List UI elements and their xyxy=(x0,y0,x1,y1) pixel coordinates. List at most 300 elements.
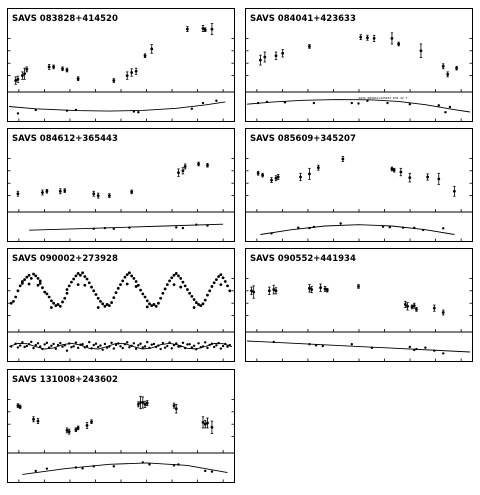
residual-point xyxy=(182,227,184,229)
data-point xyxy=(357,285,360,288)
data-point xyxy=(175,272,178,275)
residual-point xyxy=(35,109,37,111)
data-point xyxy=(184,284,187,287)
data-point xyxy=(97,194,100,197)
data-point xyxy=(137,403,140,406)
residual-point xyxy=(137,344,139,346)
data-point xyxy=(359,36,362,39)
data-point xyxy=(135,280,138,283)
residual-point xyxy=(204,470,206,472)
data-point xyxy=(252,291,255,294)
residual-point xyxy=(351,343,353,345)
data-point xyxy=(39,282,42,285)
data-point xyxy=(259,59,262,62)
data-point xyxy=(92,192,95,195)
data-point xyxy=(61,67,64,70)
residual-point xyxy=(204,341,206,343)
residual-point xyxy=(153,343,155,345)
data-point xyxy=(126,273,129,276)
data-point xyxy=(404,303,407,306)
residual-point xyxy=(30,341,32,343)
data-point xyxy=(77,77,80,80)
data-point xyxy=(66,288,69,291)
data-point xyxy=(144,296,147,299)
data-point xyxy=(211,285,214,288)
data-point xyxy=(455,67,458,70)
data-point xyxy=(121,279,124,282)
residual-point xyxy=(122,347,124,349)
residual-point xyxy=(126,341,128,343)
data-point xyxy=(32,418,35,421)
data-point xyxy=(23,72,26,75)
data-point xyxy=(397,43,400,46)
residual-point xyxy=(128,226,130,228)
residual-point xyxy=(322,345,324,347)
data-point xyxy=(182,281,185,284)
residual-point xyxy=(37,342,39,344)
data-point xyxy=(130,190,133,193)
data-point xyxy=(79,274,82,277)
data-point xyxy=(43,291,46,294)
residual-point xyxy=(191,108,193,110)
data-point xyxy=(263,56,266,59)
light-curve-panel xyxy=(246,249,473,362)
data-point xyxy=(166,283,169,286)
data-point xyxy=(128,271,131,274)
residual-point xyxy=(193,345,195,347)
residual-point xyxy=(195,348,197,350)
data-point xyxy=(308,173,311,176)
data-point xyxy=(453,190,456,193)
residual-point xyxy=(26,345,28,347)
data-point xyxy=(268,289,271,292)
data-point xyxy=(59,305,62,308)
data-point xyxy=(130,275,133,278)
residual-point xyxy=(104,343,106,345)
data-point xyxy=(186,288,189,291)
residual-point xyxy=(50,345,52,347)
residual-point xyxy=(10,345,12,347)
residual-point xyxy=(213,346,215,348)
data-point xyxy=(59,190,62,193)
residual-point xyxy=(110,342,112,344)
data-point xyxy=(199,304,202,307)
residual-point xyxy=(422,229,424,231)
data-point xyxy=(319,286,322,289)
residual-point xyxy=(164,346,166,348)
residual-point xyxy=(115,344,117,346)
data-point xyxy=(215,278,218,281)
data-point xyxy=(150,48,153,51)
data-point xyxy=(97,297,100,300)
data-point xyxy=(81,271,84,274)
residual-point xyxy=(93,228,95,230)
data-point xyxy=(39,279,42,282)
residual-point xyxy=(130,345,132,347)
residual-point xyxy=(202,102,204,104)
data-point xyxy=(19,405,22,408)
residual-point xyxy=(135,348,137,350)
data-point xyxy=(219,283,222,286)
data-point xyxy=(420,49,423,52)
data-point xyxy=(299,176,302,179)
residual-point xyxy=(41,348,43,350)
data-point xyxy=(52,302,55,305)
data-point xyxy=(281,52,284,55)
residual-point xyxy=(117,342,119,344)
data-point xyxy=(108,304,111,307)
data-point xyxy=(19,284,22,287)
residual-point xyxy=(35,344,37,346)
residual-point xyxy=(35,470,37,472)
residual-point xyxy=(444,111,446,113)
residual-point xyxy=(402,226,404,228)
residual-point xyxy=(438,104,440,106)
data-point xyxy=(426,176,429,179)
data-point xyxy=(141,293,144,296)
data-point xyxy=(195,301,198,304)
residual-point xyxy=(70,346,72,348)
data-point xyxy=(108,194,111,197)
residual-point xyxy=(148,463,150,465)
data-point xyxy=(341,158,344,161)
data-point xyxy=(34,275,37,278)
data-point xyxy=(161,292,164,295)
residual-point xyxy=(217,342,219,344)
residual-point xyxy=(371,347,373,349)
residual-point xyxy=(64,344,66,346)
residual-point xyxy=(95,343,97,345)
residual-point xyxy=(142,461,144,463)
residual-point xyxy=(382,226,384,228)
data-point xyxy=(77,283,80,286)
residual-point xyxy=(28,343,30,345)
residual-point xyxy=(157,344,159,346)
residual-point xyxy=(61,346,63,348)
residual-point xyxy=(166,345,168,347)
data-point xyxy=(177,275,180,278)
residual-point xyxy=(90,347,92,349)
data-point xyxy=(275,289,278,292)
residual-point xyxy=(52,343,54,345)
residual-point xyxy=(17,112,19,114)
residual-point xyxy=(81,343,83,345)
data-point xyxy=(124,276,127,279)
data-point xyxy=(110,301,113,304)
data-point xyxy=(37,277,40,280)
residual-point xyxy=(113,465,115,467)
data-point xyxy=(112,79,115,82)
data-point xyxy=(219,273,222,276)
data-point xyxy=(61,301,64,304)
residual-point xyxy=(113,228,115,230)
data-point xyxy=(310,288,313,291)
residual-point xyxy=(215,344,217,346)
residual-point xyxy=(449,106,451,108)
light-curve-panel xyxy=(8,9,235,122)
data-point xyxy=(30,277,33,280)
data-point xyxy=(211,28,214,31)
residual-point xyxy=(168,341,170,343)
residual-point xyxy=(211,343,213,345)
panel-annotation: SAVS 084041+423633 P=0.32 T xyxy=(358,96,408,100)
data-point xyxy=(41,286,44,289)
data-point xyxy=(72,278,75,281)
data-point xyxy=(226,284,229,287)
data-point xyxy=(308,45,311,48)
data-point xyxy=(144,54,147,57)
data-point xyxy=(408,176,411,179)
panel-title: SAVS 085609+345207 xyxy=(250,134,356,144)
residual-point xyxy=(315,344,317,346)
panel-title: SAVS 083828+414520 xyxy=(12,14,118,24)
data-point xyxy=(52,66,55,69)
data-point xyxy=(86,278,89,281)
data-point xyxy=(135,70,138,73)
residual-point xyxy=(144,345,146,347)
residual-point xyxy=(66,109,68,111)
residual-point xyxy=(104,227,106,229)
data-point xyxy=(208,289,211,292)
data-point xyxy=(25,276,28,279)
residual-point xyxy=(148,347,150,349)
data-point xyxy=(393,169,396,172)
data-point xyxy=(179,277,182,280)
residual-point xyxy=(197,342,199,344)
data-point xyxy=(148,302,151,305)
residual-point xyxy=(75,341,77,343)
residual-point xyxy=(266,101,268,103)
data-point xyxy=(132,277,135,280)
residual-point xyxy=(39,345,41,347)
data-point xyxy=(10,302,13,305)
residual-point xyxy=(66,349,68,351)
residual-point xyxy=(409,346,411,348)
data-point xyxy=(366,36,369,39)
residual-point xyxy=(313,226,315,228)
residual-point xyxy=(220,347,222,349)
data-point xyxy=(135,285,138,288)
data-point xyxy=(373,37,376,40)
residual-point xyxy=(133,110,135,112)
residual-point xyxy=(433,349,435,351)
data-point xyxy=(193,298,196,301)
data-point xyxy=(146,299,149,302)
panel-frame xyxy=(246,249,473,362)
data-point xyxy=(37,284,40,287)
residual-point xyxy=(59,342,61,344)
data-point xyxy=(48,66,51,69)
data-point xyxy=(119,283,122,286)
data-point xyxy=(75,428,78,431)
data-point xyxy=(12,300,15,303)
residual-point xyxy=(119,345,121,347)
residual-point xyxy=(206,347,208,349)
data-point xyxy=(46,293,49,296)
data-point xyxy=(70,281,73,284)
data-point xyxy=(217,275,220,278)
data-point xyxy=(173,283,176,286)
residual-point xyxy=(308,227,310,229)
residual-point xyxy=(202,345,204,347)
data-point xyxy=(206,294,209,297)
data-point xyxy=(146,306,149,309)
data-point xyxy=(17,289,20,292)
data-point xyxy=(75,275,78,278)
data-point xyxy=(204,299,207,302)
residual-point xyxy=(200,346,202,348)
data-point xyxy=(433,307,436,310)
data-point xyxy=(28,283,31,286)
data-point xyxy=(317,166,320,169)
data-point xyxy=(41,191,44,194)
data-point xyxy=(164,288,167,291)
data-point xyxy=(101,302,104,305)
residual-point xyxy=(75,109,77,111)
data-point xyxy=(117,287,120,290)
data-point xyxy=(146,402,149,405)
data-point xyxy=(66,292,69,295)
data-point xyxy=(50,306,53,309)
residual-point xyxy=(101,349,103,351)
data-point xyxy=(188,292,191,295)
data-point xyxy=(275,54,278,57)
residual-point xyxy=(17,346,19,348)
data-point xyxy=(21,74,24,77)
residual-point xyxy=(137,111,139,113)
residual-point xyxy=(177,463,179,465)
data-point xyxy=(83,275,86,278)
data-point xyxy=(446,73,449,76)
data-point xyxy=(63,189,66,192)
data-point xyxy=(204,28,207,31)
data-point xyxy=(202,302,205,305)
residual-point xyxy=(357,102,359,104)
data-point xyxy=(115,291,118,294)
data-point xyxy=(46,190,49,193)
panel-frame xyxy=(8,370,235,483)
residual-point xyxy=(68,342,70,344)
residual-point xyxy=(273,341,275,343)
residual-point xyxy=(191,346,193,348)
data-point xyxy=(126,283,129,286)
residual-point xyxy=(182,342,184,344)
residual-point xyxy=(424,346,426,348)
residual-point xyxy=(386,102,388,104)
data-point xyxy=(391,37,394,40)
data-point xyxy=(23,278,26,281)
residual-point xyxy=(284,101,286,103)
data-point xyxy=(261,174,264,177)
data-point xyxy=(153,303,156,306)
data-point xyxy=(326,289,329,292)
residual-point xyxy=(209,344,211,346)
data-point xyxy=(177,171,180,174)
data-point xyxy=(86,424,89,427)
residual-point xyxy=(175,226,177,228)
panel-title: SAVS 090002+273928 xyxy=(12,254,118,264)
residual-point xyxy=(146,341,148,343)
residual-point xyxy=(270,232,272,234)
residual-point xyxy=(88,341,90,343)
data-point xyxy=(175,407,178,410)
data-point xyxy=(90,420,93,423)
data-point xyxy=(48,296,51,299)
panel-title: SAVS 084612+365443 xyxy=(12,134,118,144)
residual-point xyxy=(211,470,213,472)
residual-point xyxy=(124,343,126,345)
residual-point xyxy=(81,467,83,469)
data-point xyxy=(21,282,24,285)
residual-point xyxy=(351,102,353,104)
light-curve-panel xyxy=(8,129,235,242)
panel-title: SAVS 131008+243602 xyxy=(12,375,118,385)
data-point xyxy=(141,401,144,404)
residual-point xyxy=(224,343,226,345)
data-point xyxy=(95,293,98,296)
data-point xyxy=(99,300,102,303)
data-point xyxy=(83,284,86,287)
residual-point xyxy=(155,346,157,348)
residual-point xyxy=(229,344,231,346)
data-point xyxy=(157,302,160,305)
data-point xyxy=(77,427,80,430)
data-point xyxy=(193,306,196,309)
residual-point xyxy=(14,343,16,345)
residual-point xyxy=(46,342,48,344)
residual-point xyxy=(308,343,310,345)
data-point xyxy=(179,286,182,289)
data-point xyxy=(206,164,209,167)
residual-point xyxy=(151,343,153,345)
data-point xyxy=(63,297,66,300)
data-point xyxy=(277,176,280,179)
data-point xyxy=(186,28,189,31)
residual-point xyxy=(23,346,25,348)
data-point xyxy=(413,304,416,307)
data-point xyxy=(190,295,193,298)
data-point xyxy=(270,179,273,182)
data-point xyxy=(173,274,176,277)
residual-point xyxy=(215,100,217,102)
residual-point xyxy=(195,223,197,225)
residual-point xyxy=(21,341,23,343)
data-point xyxy=(90,286,93,289)
data-point xyxy=(17,192,20,195)
data-point xyxy=(442,65,445,68)
data-point xyxy=(103,305,106,308)
residual-point xyxy=(313,102,315,104)
light-curve-panel xyxy=(246,129,473,242)
data-point xyxy=(406,305,409,308)
residual-point xyxy=(442,227,444,229)
residual-point xyxy=(133,342,135,344)
panel-frame xyxy=(8,9,235,122)
data-point xyxy=(88,281,91,284)
data-point xyxy=(437,177,440,180)
data-point xyxy=(257,172,260,175)
residual-point xyxy=(173,344,175,346)
data-point xyxy=(97,306,100,309)
residual-point xyxy=(79,343,81,345)
data-point xyxy=(206,422,209,425)
residual-point xyxy=(188,343,190,345)
data-point xyxy=(28,274,31,277)
data-point xyxy=(130,71,133,74)
residual-point xyxy=(93,465,95,467)
residual-point xyxy=(128,346,130,348)
data-point xyxy=(228,289,231,292)
